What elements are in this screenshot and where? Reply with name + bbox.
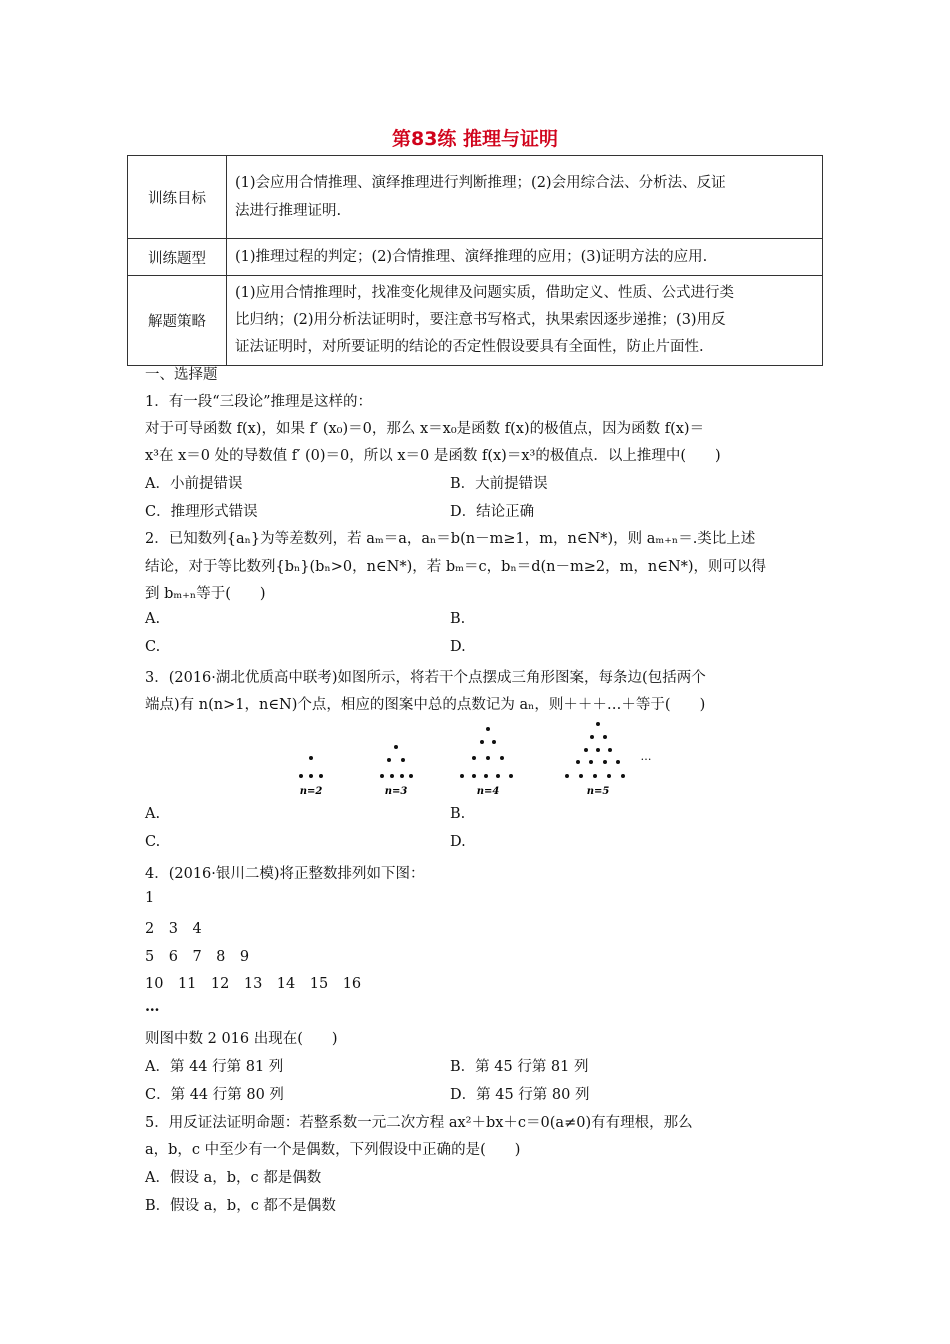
pattern-n3 <box>380 745 413 778</box>
row-content <box>227 156 823 239</box>
caption-n5: n=5 <box>586 786 610 797</box>
q4-stem-line: 4．(2016·银川二模)将正整数排列如下图： <box>145 866 425 882</box>
row-line: 证法证明时，对所要证明的结论的否定性假设要具有全面性，防止片面性. <box>235 339 704 355</box>
row-label: 训练目标 <box>128 156 227 239</box>
q5-option-a: A．假设 a，b，c 都是偶数 <box>145 1170 322 1186</box>
q4-stem-line: 则图中数 2 016 出现在( ) <box>145 1031 338 1047</box>
figure-ellipsis: … <box>640 750 652 763</box>
table-row <box>128 239 823 276</box>
caption-n4: n=4 <box>476 786 500 797</box>
row-line: (1)推理过程的判定；(2)合情推理、演绎推理的应用；(3)证明方法的应用. <box>235 249 708 265</box>
q5-option-b: B．假设 a，b，c 都不是偶数 <box>145 1198 336 1214</box>
pattern-n2 <box>299 756 323 778</box>
row-content <box>227 239 823 276</box>
q4-number-row: 10 11 12 13 14 15 16 <box>145 976 362 992</box>
row-label: 训练题型 <box>128 239 227 276</box>
row-line: (1)会应用合情推理、演绎推理进行判断推理；(2)会用综合法、分析法、反证 <box>235 175 726 191</box>
q2-option-c: C. <box>145 639 161 655</box>
caption-n3: n=3 <box>384 786 408 797</box>
q1-option-a: A．小前提错误 <box>145 476 243 492</box>
q4-number-row: 1 <box>145 890 155 906</box>
q1-stem-line: 对于可导函数 f(x)，如果 f′ (x₀)＝0，那么 x＝x₀是函数 f(x)的极值点，因为函数 f(x)＝ <box>145 421 705 437</box>
q1-option-d: D．结论正确 <box>450 504 535 520</box>
pattern-n4 <box>460 727 513 778</box>
pattern-n5 <box>565 722 625 778</box>
q1-option-c: C．推理形式错误 <box>145 504 258 520</box>
row-line: 比归纳；(2)用分析法证明时，要注意书写格式，执果索因逐步递推；(3)用反 <box>235 312 726 328</box>
q1-stem-line: x³在 x＝0 处的导数值 f′ (0)＝0，所以 x＝0 是函数 f(x)＝x³的极值点．以上推理中( ) <box>145 448 721 464</box>
q1-option-b: B．大前提错误 <box>450 476 548 492</box>
q2-stem-line: 结论，对于等比数列{bₙ}(bₙ>0，n∈N*)，若 bₘ＝c，bₙ＝d(n－m≥2，m，n∈N*)，则可以得 <box>145 559 767 575</box>
q5-stem-line: 5．用反证法证明命题：若整系数一元二次方程 ax²＋bx＋c＝0(a≠0)有有理根，那么 <box>145 1115 693 1131</box>
caption-n2: n=2 <box>299 786 323 797</box>
q4-option-a: A．第 44 行第 81 列 <box>145 1059 284 1075</box>
training-info-table <box>127 155 823 366</box>
row-line: 法进行推理证明. <box>235 203 342 219</box>
q1-stem-line: 1．有一段“三段论”推理是这样的： <box>145 394 373 410</box>
table-row <box>128 156 823 239</box>
q3-stem-line: 端点)有 n(n>1，n∈N)个点，相应的图案中总的点数记为 aₙ，则＋＋＋…＋等于( ) <box>145 697 706 713</box>
q2-option-d: D. <box>450 639 466 655</box>
row-label: 解题策略 <box>128 276 227 366</box>
q4-option-b: B．第 45 行第 81 列 <box>450 1059 589 1075</box>
triangle-dot-pattern-figure <box>290 716 670 800</box>
q2-stem-line: 到 bₘ₊ₙ等于( ) <box>145 586 266 602</box>
row-content <box>227 276 823 366</box>
q4-option-c: C．第 44 行第 80 列 <box>145 1087 284 1103</box>
q4-number-row: 2 3 4 <box>145 921 202 937</box>
section-heading: 一、选择题 <box>145 367 218 383</box>
q3-option-d: D. <box>450 834 466 850</box>
q3-option-a: A. <box>145 806 161 822</box>
q4-option-d: D．第 45 行第 80 列 <box>450 1087 590 1103</box>
table-row <box>128 276 823 366</box>
q2-option-a: A. <box>145 611 161 627</box>
row-line: (1)应用合情推理时，找准变化规律及问题实质，借助定义、性质、公式进行类 <box>235 285 735 301</box>
page-title: 第83练 推理与证明 <box>391 128 559 150</box>
q4-number-row: … <box>145 998 160 1015</box>
q3-stem-line: 3．(2016·湖北优质高中联考)如图所示，将若干个点摆成三角形图案，每条边(包括两个 <box>145 670 706 686</box>
q3-option-c: C. <box>145 834 161 850</box>
q2-stem-line: 2．已知数列{aₙ}为等差数列，若 aₘ＝a，aₙ＝b(n－m≥1，m，n∈N*)，则 aₘ₊ₙ＝.类比上述 <box>145 531 756 547</box>
q4-number-row: 5 6 7 8 9 <box>145 949 250 965</box>
q5-stem-line: a，b，c 中至少有一个是偶数，下列假设中正确的是( ) <box>145 1142 521 1158</box>
q2-option-b: B. <box>450 611 466 627</box>
q3-option-b: B. <box>450 806 466 822</box>
